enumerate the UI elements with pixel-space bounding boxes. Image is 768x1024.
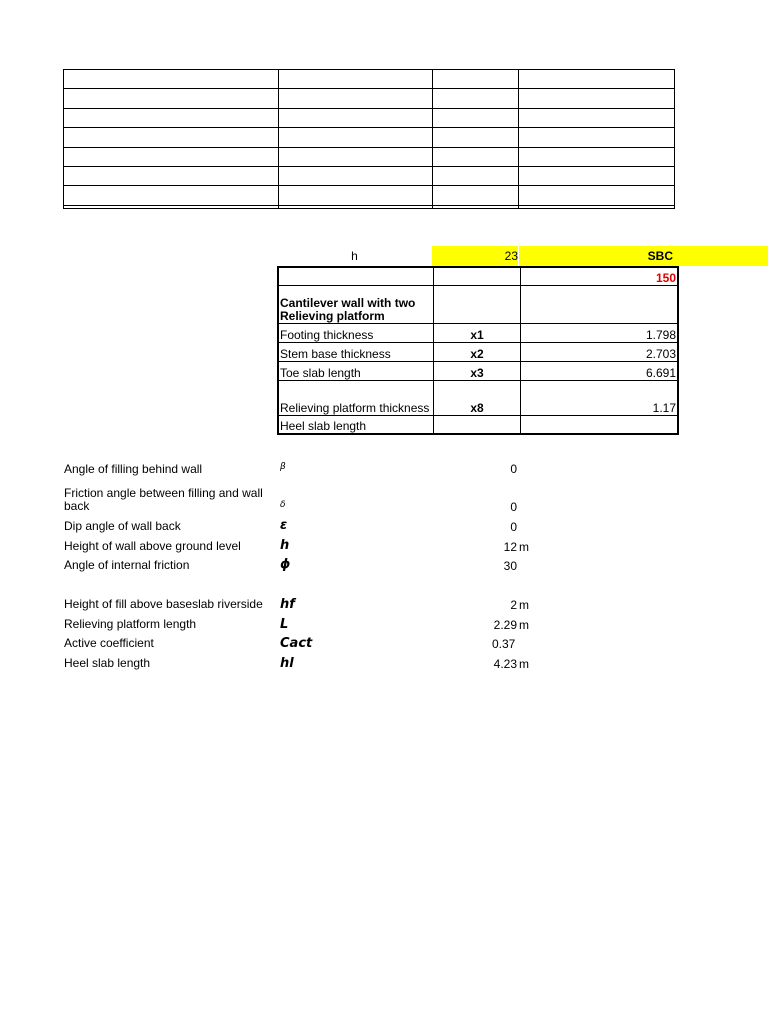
cell[interactable] — [64, 186, 279, 205]
cell[interactable] — [64, 166, 279, 185]
h-label: h — [351, 249, 358, 263]
table-row — [64, 108, 675, 127]
cell[interactable] — [433, 89, 519, 108]
param-label: Friction angle between filling and wall back — [64, 486, 263, 513]
cell[interactable] — [519, 70, 675, 89]
empty-grid-table — [63, 69, 675, 209]
cell[interactable] — [519, 186, 675, 205]
param-unit: m — [519, 598, 529, 612]
param-label: Height of wall above ground level — [64, 539, 241, 553]
cell[interactable] — [279, 70, 433, 89]
result-symbol[interactable] — [434, 285, 521, 323]
cell[interactable] — [64, 89, 279, 108]
cell[interactable] — [64, 70, 279, 89]
result-symbol[interactable] — [434, 415, 521, 434]
param-label: Dip angle of wall back — [64, 519, 181, 533]
param-label: Relieving platform length — [64, 617, 197, 631]
table-row — [278, 342, 678, 361]
delta-symbol: δ — [280, 500, 286, 510]
table-row — [278, 323, 678, 342]
result-label[interactable] — [278, 267, 434, 285]
cell[interactable] — [279, 128, 433, 147]
table-row — [64, 128, 675, 147]
cell[interactable] — [279, 166, 433, 185]
cell[interactable] — [64, 147, 279, 166]
result-symbol[interactable]: x1 — [434, 323, 521, 342]
param-value[interactable]: 2 — [510, 598, 517, 612]
hl-symbol: hl — [280, 656, 294, 671]
cell[interactable] — [519, 89, 675, 108]
table-row — [64, 205, 675, 208]
cell[interactable] — [433, 108, 519, 127]
l-symbol: L — [280, 617, 289, 632]
epsilon-symbol: ε — [280, 518, 288, 533]
cell[interactable] — [433, 186, 519, 205]
cell[interactable] — [519, 205, 675, 208]
phi-symbol: ϕ — [280, 557, 291, 572]
cell[interactable] — [433, 70, 519, 89]
table-row — [278, 380, 678, 415]
result-label[interactable]: Heel slab length — [278, 415, 434, 434]
table-row — [64, 186, 675, 205]
param-unit: m — [519, 657, 529, 671]
param-label: Active coefficient — [64, 636, 154, 650]
param-label: Angle of filling behind wall — [64, 462, 203, 476]
result-symbol[interactable] — [434, 267, 521, 285]
sbc-label: SBC — [647, 249, 673, 263]
table-row — [64, 166, 675, 185]
result-value[interactable]: 6.691 — [521, 361, 679, 380]
hf-symbol: hf — [280, 597, 295, 612]
result-value[interactable] — [521, 415, 679, 434]
param-label: Angle of internal friction — [64, 558, 190, 572]
table-row — [278, 415, 678, 434]
beta-symbol: β — [280, 462, 286, 472]
result-label[interactable]: Toe slab length — [278, 361, 434, 380]
cell[interactable] — [433, 147, 519, 166]
param-value[interactable]: 0 — [510, 520, 517, 534]
param-value[interactable]: 0 — [510, 500, 517, 514]
sbc-cell[interactable] — [519, 246, 768, 266]
results-table — [277, 266, 679, 435]
table-row — [64, 70, 675, 89]
result-label[interactable]: Footing thickness — [278, 323, 434, 342]
result-value[interactable]: 2.703 — [521, 342, 679, 361]
result-label[interactable]: Relieving platform thickness — [278, 380, 434, 415]
cell[interactable] — [519, 147, 675, 166]
cell[interactable] — [64, 108, 279, 127]
result-symbol[interactable]: x2 — [434, 342, 521, 361]
param-value[interactable]: 12 — [503, 540, 517, 554]
cell[interactable] — [433, 128, 519, 147]
cact-symbol: Cact — [280, 636, 313, 651]
cell[interactable] — [519, 166, 675, 185]
result-value[interactable] — [521, 285, 679, 323]
table-row — [64, 89, 675, 108]
h-symbol: h — [280, 538, 290, 553]
cell[interactable] — [64, 128, 279, 147]
table-row — [278, 267, 678, 285]
cell[interactable] — [279, 89, 433, 108]
cell[interactable] — [279, 108, 433, 127]
param-value[interactable]: 4.23 — [493, 657, 517, 671]
cell[interactable] — [519, 108, 675, 127]
cell[interactable] — [64, 205, 279, 208]
cell[interactable] — [279, 186, 433, 205]
h-value[interactable]: 23 — [432, 246, 518, 266]
param-value[interactable]: 0 — [510, 462, 517, 476]
param-value[interactable]: 2.29 — [493, 618, 517, 632]
cell[interactable] — [433, 205, 519, 208]
result-symbol[interactable]: x3 — [434, 361, 521, 380]
cell[interactable] — [519, 128, 675, 147]
table-row — [278, 361, 678, 380]
param-value[interactable]: 30 — [503, 559, 517, 573]
result-value[interactable]: 1.17 — [521, 380, 679, 415]
result-value[interactable]: 1.798 — [521, 323, 679, 342]
table-row — [64, 147, 675, 166]
param-value[interactable]: 0.37 — [492, 637, 516, 651]
result-label[interactable]: Stem base thickness — [278, 342, 434, 361]
cell[interactable] — [433, 166, 519, 185]
param-label: Height of fill above baseslab riverside — [64, 597, 263, 611]
cell[interactable] — [279, 147, 433, 166]
result-label[interactable]: Cantilever wall with two Relieving platform — [278, 285, 434, 323]
param-unit: m — [519, 540, 529, 554]
result-symbol[interactable]: x8 — [434, 380, 521, 415]
table-row — [278, 285, 678, 323]
param-unit: m — [519, 618, 529, 632]
cell[interactable] — [279, 205, 433, 208]
sbc-value[interactable]: 150 — [521, 267, 679, 285]
param-label: Heel slab length — [64, 656, 151, 670]
